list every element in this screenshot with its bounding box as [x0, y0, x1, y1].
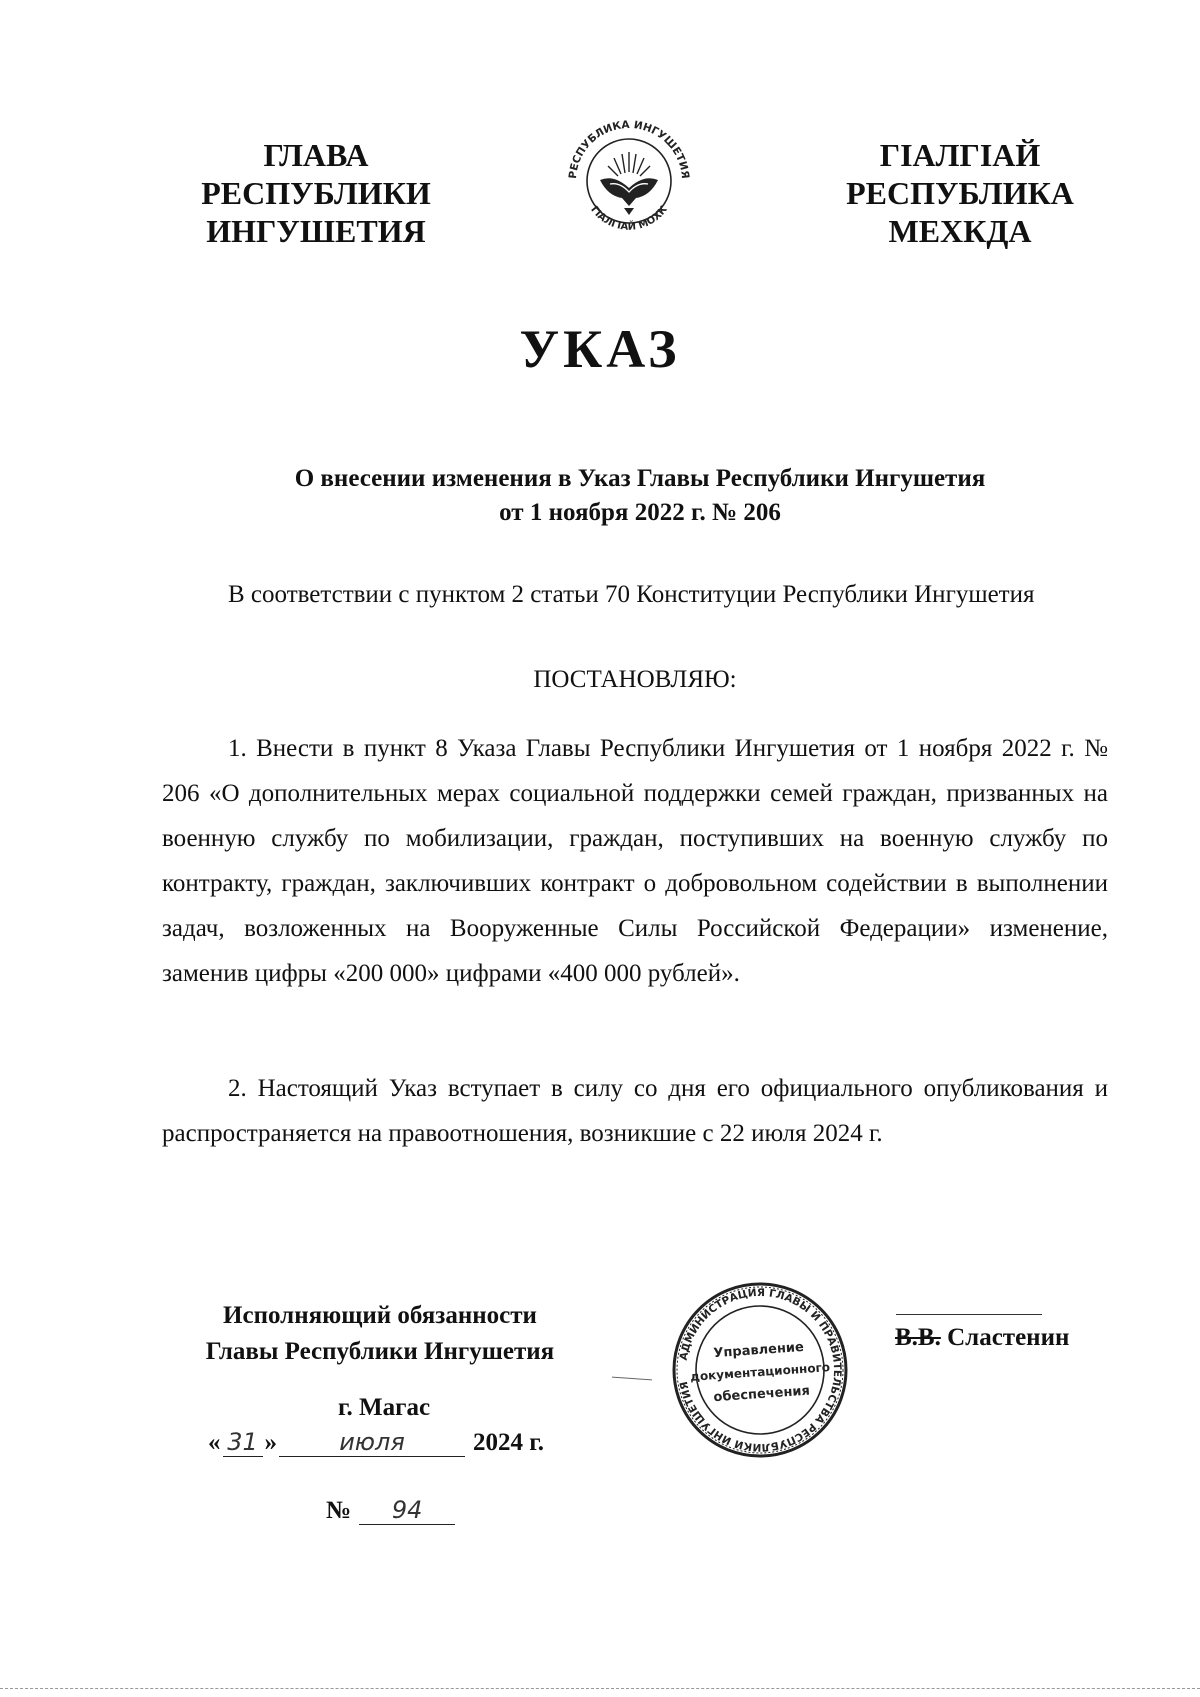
signature-stroke — [612, 1377, 652, 1381]
official-seal-icon — [670, 1280, 850, 1460]
issuer-line: ИНГУШЕТИЯ — [206, 213, 426, 249]
issuer-name-ingush — [820, 136, 1100, 250]
signatory-role — [170, 1298, 590, 1370]
issuer-line: МЕХКДА — [888, 213, 1032, 249]
signing-date — [208, 1428, 544, 1457]
issuer-line: ГЛАВА — [263, 137, 369, 173]
date-open-quote: « — [208, 1429, 221, 1456]
issuer-line: РЕСПУБЛИКИ — [201, 175, 431, 211]
signatory-surname: Сластенин — [947, 1324, 1070, 1351]
decree-number — [326, 1496, 455, 1525]
role-line: Главы Республики Ингушетия — [205, 1338, 555, 1365]
subject-line: от 1 ноября 2022 г. № 206 — [499, 499, 781, 526]
stamp-center-line: документационного — [689, 1360, 831, 1384]
signatory-name — [895, 1324, 1069, 1352]
ingushetia-coat-of-arms-icon — [564, 116, 694, 246]
issuer-line: РЕСПУБЛИКА — [846, 175, 1074, 211]
role-line: Исполняющий обязанности — [223, 1302, 537, 1329]
date-day-handwritten: 31 — [223, 1428, 263, 1457]
number-handwritten: 94 — [359, 1496, 455, 1525]
subject-line: О внесении изменения в Указ Главы Республики Ингушетия — [294, 465, 986, 492]
emblem-ring-text-top: РЕСПУБЛИКА ИНГУШЕТИЯ — [566, 118, 692, 180]
date-close-quote: » — [264, 1429, 277, 1456]
date-month-handwritten: июля — [279, 1428, 465, 1457]
paragraph-2: 2. Настоящий Указ вступает в силу со дня его официального опубликования и распространяется на правоотношения, возникшие с 22 июля 2024 г. — [162, 1075, 1108, 1147]
issuer-name-russian — [180, 136, 452, 250]
emblem-ring-text-bottom: ГІАЛГІАЙ МОХК — [588, 204, 670, 233]
document-subject — [160, 462, 1120, 530]
document-type-title: УКАЗ — [519, 319, 681, 379]
signing-city: г. Магас — [338, 1394, 431, 1421]
preamble: В соответствии с пунктом 2 статьи 70 Конституции Республики Ингушетия — [228, 581, 1035, 608]
date-year: 2024 г. — [473, 1429, 545, 1456]
resolve-heading: ПОСТАНОВЛЯЮ: — [533, 666, 737, 693]
stamp-center-line: Управление — [712, 1339, 805, 1362]
issuer-line: ГІАЛГІАЙ — [879, 137, 1041, 173]
stamp-center-line: обеспечения — [713, 1383, 811, 1406]
scan-edge — [0, 1688, 1200, 1689]
number-label: № — [326, 1497, 352, 1524]
stamp-ring-text: АДМИНИСТРАЦИЯ ГЛАВЫ И ПРАВИТЕЛЬСТВА РЕСПУБЛИКИ ИНГУШЕТИЯ — [677, 1286, 844, 1454]
signature-line — [896, 1314, 1042, 1315]
paragraph-1: 1. Внести в пункт 8 Указа Главы Республики Ингушетия от 1 ноября 2022 г. № 206 «О дополнительных мерах социальной поддержки семей граждан, призванных на военную службу по мобилизации, граждан, поступивших на военную службу по контракту, граждан, заключивших контракт о добровольном содействии в выполнении задач, возложенных на Вооруженные Силы Российской Федерации» изменение, заменив цифры «200 000» цифрами «400 000 рублей». — [162, 735, 1108, 987]
signatory-initials: В.В. — [895, 1324, 941, 1351]
